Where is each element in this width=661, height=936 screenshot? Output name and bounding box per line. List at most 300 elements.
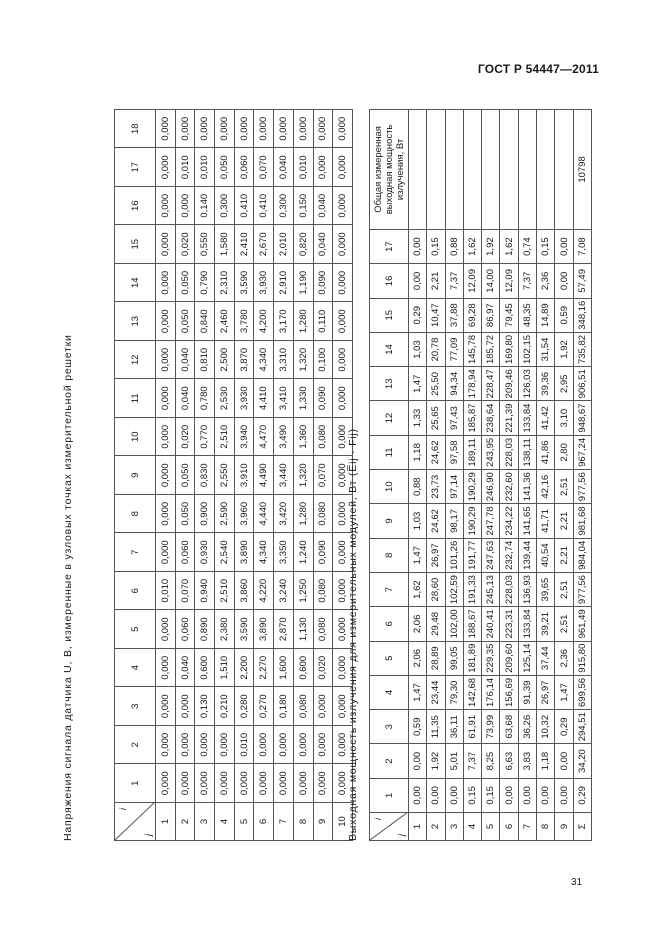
table-cell: 0,000 [333,341,353,380]
table-cell: 0,00 [409,264,427,298]
table-cell: 3,590 [234,610,254,649]
table-cell: 36,11 [445,710,463,744]
table-cell: 2,530 [215,379,235,418]
column-header: 12 [115,341,156,380]
table-cell: 2,010 [274,225,294,264]
table-cell: 41,86 [537,435,555,469]
table-cell: 0,29 [555,710,573,744]
table-cell: 0,000 [333,379,353,418]
table-cell: 228,03 [500,435,518,469]
table-cell: 23,44 [427,675,445,709]
total-cell [537,109,555,229]
table-row [482,109,500,840]
table-cell: 3,960 [234,495,254,534]
table-cell: 0,88 [409,470,427,504]
table-cell: 1,360 [293,418,313,457]
voltage-table-caption: Напряжения сигнала датчика U, В, измеренные в узловых точках измерительной решетки [62,334,74,841]
table-cell: 977,56 [573,470,591,504]
table-cell: 0,090 [313,264,333,303]
standard-header: ГОСТ Р 54447—2011 [477,62,599,76]
table-cell: 906,51 [573,367,591,401]
table-cell: 1,240 [293,533,313,572]
table-cell: 1,92 [482,229,500,263]
power-table [369,109,592,841]
table-row [293,110,313,841]
table-cell: 14,00 [482,264,500,298]
total-cell [445,109,463,229]
table-cell: 136,93 [518,572,536,606]
table-cell: 981,68 [573,504,591,538]
voltage-table [114,109,353,841]
table-cell: 0,090 [313,533,333,572]
table-cell: 3,780 [234,302,254,341]
table-cell: 0,88 [445,229,463,263]
table-cell: 961,49 [573,607,591,641]
table-cell: 37,88 [445,298,463,332]
table-cell: 3,350 [274,533,294,572]
table-cell: 142,68 [463,675,481,709]
table-cell: 1,03 [409,332,427,366]
column-header: 10 [370,470,409,504]
table-cell: 126,03 [518,367,536,401]
table-cell: 0,000 [274,110,294,149]
table-cell: 57,49 [573,264,591,298]
table-cell: 7,37 [463,744,481,778]
table-cell: 0,00 [555,229,573,263]
table-cell: 3,10 [555,401,573,435]
total-cell [482,109,500,229]
total-cell [500,109,518,229]
table-cell: 1,18 [409,435,427,469]
table-cell: 139,44 [518,538,536,572]
table-cell: 0,000 [333,610,353,649]
table-cell: 3,83 [518,744,536,778]
table-cell: 1,320 [293,456,313,495]
table-cell: 0,000 [333,187,353,226]
table-cell: 0,000 [254,764,274,803]
table-cell: 0,040 [175,341,195,380]
column-header: 14 [370,332,409,366]
table-cell: 2,36 [537,264,555,298]
table-row [500,109,518,840]
table-cell: 97,43 [445,401,463,435]
table-cell: 11,35 [427,710,445,744]
table-cell: 0,15 [482,778,500,812]
table-cell: 2,460 [215,302,235,341]
table-cell: 1,33 [409,401,427,435]
table-cell: 0,74 [518,229,536,263]
table-cell: 3,910 [234,456,254,495]
table-cell: 0,000 [254,110,274,149]
table-cell: 24,62 [427,435,445,469]
table-cell: 2,95 [555,367,573,401]
table-cell: 6,63 [500,744,518,778]
table-cell: 61,91 [463,710,481,744]
table-cell: 3,240 [274,572,294,611]
table-cell: 25,65 [427,401,445,435]
table-cell: 221,39 [500,401,518,435]
table-cell: 3,440 [274,456,294,495]
table-cell: 0,15 [537,229,555,263]
row-header: 1 [409,813,427,841]
table-cell: 0,790 [195,264,215,303]
table-cell: 0,940 [195,572,215,611]
table-cell: 0,00 [409,778,427,812]
table-cell: 36,26 [518,710,536,744]
table-cell: 94,34 [445,367,463,401]
column-header: 11 [115,379,156,418]
table-cell: 232,60 [500,470,518,504]
table-cell: 39,36 [537,367,555,401]
table-cell: 2,80 [555,435,573,469]
column-header: 8 [370,538,409,572]
table-row [445,109,463,840]
table-cell: 0,060 [234,148,254,187]
total-cell [427,109,445,229]
table-cell: 2,870 [274,610,294,649]
column-header: 4 [370,675,409,709]
table-cell: 190,29 [463,504,481,538]
table-cell: 0,830 [195,456,215,495]
table-cell: 1,130 [293,610,313,649]
table-cell: 102,59 [445,572,463,606]
table-cell: 7,37 [518,264,536,298]
table-cell: 0,29 [409,298,427,332]
table-cell: 2,270 [254,649,274,688]
table-cell: 0,15 [427,229,445,263]
table-cell: 0,070 [313,456,333,495]
table-cell: 0,000 [333,225,353,264]
table-cell: 0,000 [195,726,215,765]
table-cell: 2,21 [555,538,573,572]
table-cell: 169,80 [500,332,518,366]
table-cell: 2,540 [215,533,235,572]
table-cell: 0,000 [156,456,176,495]
row-header: 8 [537,813,555,841]
table-cell: 34,20 [573,744,591,778]
table-row [313,110,333,841]
column-header: 15 [370,298,409,332]
table-cell: 23,73 [427,470,445,504]
table-cell: 141,65 [518,504,536,538]
table-cell: 3,930 [254,264,274,303]
table-cell: 0,000 [333,649,353,688]
row-header: 4 [463,813,481,841]
table-cell: 3,930 [234,379,254,418]
table-cell: 102,15 [518,332,536,366]
table-cell: 0,840 [195,302,215,341]
table-cell: 91,39 [518,675,536,709]
table-cell: 133,84 [518,401,536,435]
table-cell: 4,340 [254,341,274,380]
table-cell: 188,67 [463,607,481,641]
table-row [274,110,294,841]
table-cell: 0,070 [175,572,195,611]
table-cell: 190,29 [463,470,481,504]
table-cell: 2,510 [215,418,235,457]
table-cell: 0,000 [234,764,254,803]
total-column-header: Общая измеренная выходная мощность излучения, Вт [370,109,409,229]
table-cell: 0,000 [156,726,176,765]
table-cell: 0,000 [215,110,235,149]
column-header: 16 [115,187,156,226]
table-cell: 4,220 [254,572,274,611]
row-header: 6 [500,813,518,841]
table-cell: 234,22 [500,504,518,538]
table-cell: 0,140 [195,187,215,226]
table-cell: 0,000 [156,341,176,380]
table-cell: 86,97 [482,298,500,332]
column-header: 5 [115,610,156,649]
table-cell: 0,890 [195,610,215,649]
table-cell: 2,510 [215,572,235,611]
table-row [518,109,536,840]
table-cell: 99,05 [445,641,463,675]
table-cell: 0,300 [215,187,235,226]
table-cell: 0,000 [175,726,195,765]
column-header: 7 [115,533,156,572]
table-cell: 348,16 [573,298,591,332]
table-cell: 0,280 [234,687,254,726]
table-cell: 0,000 [333,764,353,803]
table-cell: 191,33 [463,572,481,606]
table-cell: 0,050 [175,264,195,303]
table-cell: 0,270 [254,687,274,726]
table-cell: 0,00 [518,778,536,812]
table-cell: 25,50 [427,367,445,401]
table-cell: 0,040 [175,649,195,688]
table-cell: 2,21 [427,264,445,298]
table-cell: 101,26 [445,538,463,572]
table-cell: 0,000 [156,225,176,264]
table-cell: 0,150 [293,187,313,226]
table-cell: 209,46 [500,367,518,401]
table-cell: 0,410 [234,187,254,226]
table-cell: 3,170 [274,302,294,341]
table-cell: 0,000 [175,687,195,726]
table-cell: 247,63 [482,538,500,572]
table-cell: 145,78 [463,332,481,366]
table-cell: 246,90 [482,470,500,504]
table-cell: 102,00 [445,607,463,641]
table-row [427,109,445,840]
table-cell: 0,050 [175,302,195,341]
table-cell: 0,000 [156,379,176,418]
table-cell: 0,000 [156,418,176,457]
table-cell: 3,490 [274,418,294,457]
table-cell: 0,600 [293,649,313,688]
row-header: 6 [254,803,274,841]
table-cell: 0,000 [333,572,353,611]
table-cell: 0,00 [500,778,518,812]
column-header: 15 [115,225,156,264]
table-cell: 2,670 [254,225,274,264]
row-header: 3 [195,803,215,841]
table-cell: 0,000 [215,764,235,803]
table-cell: 0,780 [195,379,215,418]
page-number: 31 [571,877,583,888]
table-cell: 0,00 [427,778,445,812]
table-cell: 191,77 [463,538,481,572]
column-header: 9 [370,504,409,538]
table-cell: 2,51 [555,470,573,504]
table-cell: 0,00 [555,778,573,812]
table-cell: 0,000 [333,302,353,341]
table-cell: 0,080 [313,572,333,611]
column-header: 14 [115,264,156,303]
total-cell [409,109,427,229]
table-cell: 699,56 [573,675,591,709]
table-cell: 98,17 [445,504,463,538]
table-cell: 3,310 [274,341,294,380]
table-cell: 8,25 [482,744,500,778]
table-cell: 977,56 [573,572,591,606]
row-header: 7 [518,813,536,841]
column-header: 17 [370,229,409,263]
table-cell: 0,00 [445,778,463,812]
table-cell: 0,000 [156,302,176,341]
table-cell: 141,36 [518,470,536,504]
table-cell: 0,000 [195,110,215,149]
table-cell: 0,00 [537,778,555,812]
table-cell: 1,510 [215,649,235,688]
table-cell: 178,94 [463,367,481,401]
table-cell: 0,000 [333,264,353,303]
table-cell: 0,600 [195,649,215,688]
table-cell: 0,930 [195,533,215,572]
table-cell: 0,59 [409,710,427,744]
table-cell: 97,58 [445,435,463,469]
table-cell: 3,410 [274,379,294,418]
power-table-block [345,109,592,841]
table-cell: 138,11 [518,435,536,469]
table-cell: 2,51 [555,572,573,606]
table-cell: 0,59 [555,298,573,332]
table-cell: 73,99 [482,710,500,744]
row-header: 7 [274,803,294,841]
row-header: 8 [293,803,313,841]
power-table-caption: Выходная мощность излучения для измерительных модулей, Вт (E̅ij · Fij) [347,428,359,841]
table-cell: 31,54 [537,332,555,366]
table-cell: 0,060 [175,533,195,572]
table-cell: 0,040 [274,148,294,187]
table-cell: 2,500 [215,341,235,380]
table-cell: 0,040 [313,225,333,264]
table-cell: 0,010 [195,148,215,187]
table-cell: 3,590 [234,264,254,303]
table-cell: 2,380 [215,610,235,649]
corner-i-label: i [373,818,383,820]
table-cell: 29,48 [427,607,445,641]
table-cell: 7,08 [573,229,591,263]
table-cell: 41,42 [537,401,555,435]
column-header: 6 [115,572,156,611]
table-cell: 967,24 [573,435,591,469]
column-header: 8 [115,495,156,534]
table-cell: 0,000 [333,148,353,187]
table-cell: 0,000 [195,764,215,803]
table-cell: 0,000 [333,726,353,765]
table-cell: 2,550 [215,456,235,495]
table-cell: 48,35 [518,298,536,332]
row-header: 2 [427,813,445,841]
table-cell: 0,000 [175,110,195,149]
table-cell: 247,78 [482,504,500,538]
corner-header [115,803,156,841]
table-cell: 1,600 [274,649,294,688]
table-cell: 0,15 [463,778,481,812]
table-cell: 3,420 [274,495,294,534]
table-cell: 0,000 [313,148,333,187]
table-row [175,110,195,841]
table-row [234,110,254,841]
table-cell: 0,040 [175,379,195,418]
row-header: Σ [573,813,591,841]
column-header: 1 [115,764,156,803]
total-cell: 10798 [573,109,591,229]
column-header: 16 [370,264,409,298]
table-cell: 0,020 [313,649,333,688]
table-cell: 39,65 [537,572,555,606]
table-cell: 10,47 [427,298,445,332]
table-cell: 0,060 [175,610,195,649]
column-header: 10 [115,418,156,457]
table-cell: 4,200 [254,302,274,341]
table-cell: 0,180 [274,687,294,726]
table-cell: 40,54 [537,538,555,572]
table-cell: 3,860 [234,572,254,611]
table-cell: 10,32 [537,710,555,744]
table-cell: 0,110 [313,302,333,341]
column-header: 2 [370,744,409,778]
table-cell: 0,000 [156,764,176,803]
column-header: 17 [115,148,156,187]
total-cell [518,109,536,229]
table-cell: 2,910 [274,264,294,303]
table-cell: 0,00 [555,744,573,778]
table-cell: 0,010 [293,148,313,187]
table-cell: 0,810 [195,341,215,380]
table-cell: 28,60 [427,572,445,606]
table-cell: 2,36 [555,641,573,675]
table-cell: 0,090 [313,379,333,418]
table-cell: 0,000 [313,110,333,149]
row-header: 4 [215,803,235,841]
table-cell: 0,000 [293,726,313,765]
column-header: 12 [370,401,409,435]
table-cell: 0,410 [254,187,274,226]
table-row [409,109,427,840]
column-header: 9 [115,456,156,495]
table-cell: 0,000 [333,533,353,572]
table-cell: 7,37 [445,264,463,298]
table-cell: 3,940 [234,418,254,457]
corner-i-label: i [118,808,128,810]
column-header: 3 [370,710,409,744]
table-cell: 0,000 [274,764,294,803]
table-cell: 2,06 [409,641,427,675]
table-cell: 0,770 [195,418,215,457]
table-cell: 0,070 [254,148,274,187]
table-cell: 41,71 [537,504,555,538]
table-cell: 228,03 [500,572,518,606]
table-cell: 223,31 [500,607,518,641]
column-header: 13 [115,302,156,341]
row-header: 2 [175,803,195,841]
table-cell: 133,84 [518,607,536,641]
table-cell: 0,900 [195,495,215,534]
table-cell: 0,000 [156,148,176,187]
